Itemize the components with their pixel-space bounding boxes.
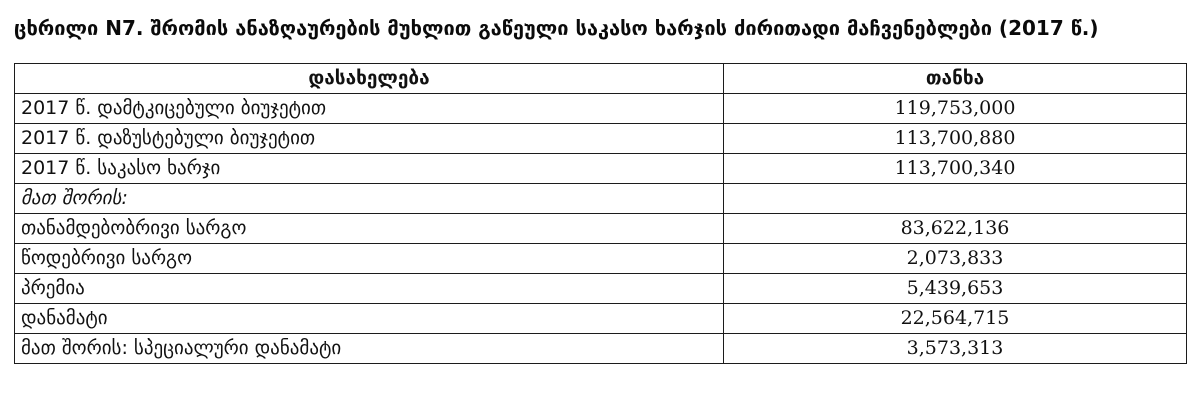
row-label: 2017 წ. დამტკიცებული ბიუჯეტით [15, 94, 724, 124]
table-row [15, 334, 1187, 364]
row-label: თანამდებობრივი სარგო [15, 214, 724, 244]
row-label: პრემია [15, 274, 724, 304]
table-row [15, 244, 1187, 274]
row-value: 119,753,000 [724, 94, 1187, 124]
row-value: 113,700,880 [724, 124, 1187, 154]
budget-table [14, 63, 1187, 364]
row-label: 2017 წ. საკასო ხარჯი [15, 154, 724, 184]
row-value: 83,622,136 [724, 214, 1187, 244]
row-label: მათ შორის: [15, 184, 724, 214]
table-header-row [15, 64, 1187, 94]
header-name-column: დასახელება [15, 64, 724, 94]
table-row [15, 274, 1187, 304]
row-value: 5,439,653 [724, 274, 1187, 304]
row-label: დანამატი [15, 304, 724, 334]
row-value: 3,573,313 [724, 334, 1187, 364]
table-row [15, 214, 1187, 244]
table-title: ცხრილი N7. შრომის ანაზღაურების მუხლით გაწეული საკასო ხარჯის ძირითადი მაჩვენებლები (2017 წ.) [14, 16, 1099, 40]
table-row [15, 94, 1187, 124]
row-value [724, 184, 1187, 214]
table-row [15, 304, 1187, 334]
table-row [15, 124, 1187, 154]
row-label: 2017 წ. დაზუსტებული ბიუჯეტით [15, 124, 724, 154]
table-row [15, 154, 1187, 184]
table-row [15, 184, 1187, 214]
row-label: მათ შორის: სპეციალური დანამატი [15, 334, 724, 364]
row-value: 22,564,715 [724, 304, 1187, 334]
row-value: 113,700,340 [724, 154, 1187, 184]
row-value: 2,073,833 [724, 244, 1187, 274]
header-value-column: თანხა [724, 64, 1187, 94]
row-label: წოდებრივი სარგო [15, 244, 724, 274]
